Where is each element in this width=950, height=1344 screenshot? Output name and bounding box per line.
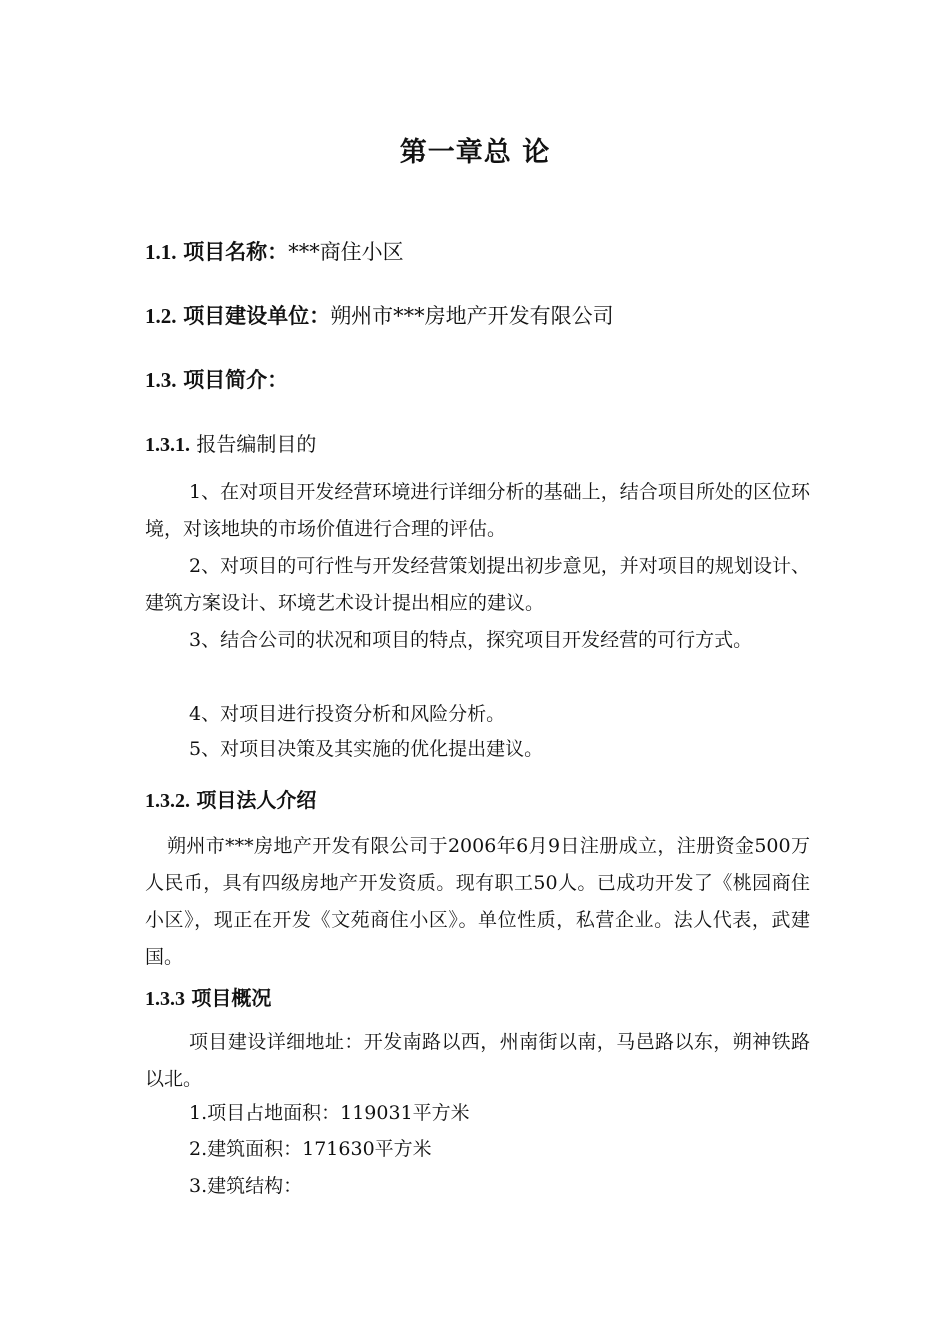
heading-project-name: [145, 236, 404, 266]
subheading-number: 1.3.1.: [145, 434, 190, 456]
subheading-number: 1.3.2.: [145, 790, 190, 812]
subheading-legal-entity: [145, 784, 316, 813]
project-name-value: ***商住小区: [288, 240, 404, 264]
heading-number: 1.3.: [145, 368, 177, 392]
purpose-item-4: 4、对项目进行投资分析和风险分析。: [189, 703, 506, 725]
overview-item-land-area: 1.项目占地面积：119031平方米: [189, 1102, 470, 1124]
purpose-item-3: 3、结合公司的状况和项目的特点，探究项目开发经营的可行方式。: [189, 629, 753, 651]
heading-label: 项目建设单位：: [183, 304, 331, 328]
subheading-label: 项目概况: [191, 986, 272, 1010]
purpose-item-2: 2、对项目的可行性与开发经营策划提出初步意见，并对项目的规划设计、建筑方案设计、环境艺术设计提出相应的建议。: [145, 555, 810, 614]
subheading-number: 1.3.3: [145, 988, 185, 1010]
construction-unit-value: 朔州市***房地产开发有限公司: [330, 304, 614, 328]
overview-item-building-area: 2.建筑面积：171630平方米: [189, 1138, 432, 1160]
subheading-label: 项目法人介绍: [196, 788, 317, 812]
purpose-item-5: 5、对项目决策及其实施的优化提出建议。: [189, 738, 544, 760]
heading-number: 1.1.: [145, 240, 177, 264]
heading-label: 项目名称：: [183, 240, 289, 264]
purpose-item-1: 1、在对项目开发经营环境进行详细分析的基础上，结合项目所处的区位环境，对该地块的市场价值进行合理的评估。: [145, 481, 810, 540]
subheading-label: 报告编制目的: [196, 432, 317, 456]
heading-construction-unit: [145, 300, 614, 330]
heading-project-intro: [145, 364, 288, 394]
project-address: 项目建设详细地址：开发南路以西，州南街以南，马邑路以东，朔神铁路以北。: [145, 1031, 810, 1090]
overview-item-structure: 3.建筑结构：: [189, 1175, 303, 1197]
heading-number: 1.2.: [145, 304, 177, 328]
subheading-report-purpose: [145, 428, 316, 457]
subheading-project-overview: [145, 982, 271, 1011]
legal-entity-text: 朔州市***房地产开发有限公司于2006年6月9日注册成立，注册资金500万人民币，具有四级房地产开发资质。现有职工50人。已成功开发了《桃园商住小区》，现正在开发《文苑商住小区》。单位性质，私营企业。法人代表，武建国。: [145, 835, 810, 968]
heading-label: 项目简介：: [183, 368, 289, 392]
chapter-title: 第一章总 论: [399, 137, 551, 168]
